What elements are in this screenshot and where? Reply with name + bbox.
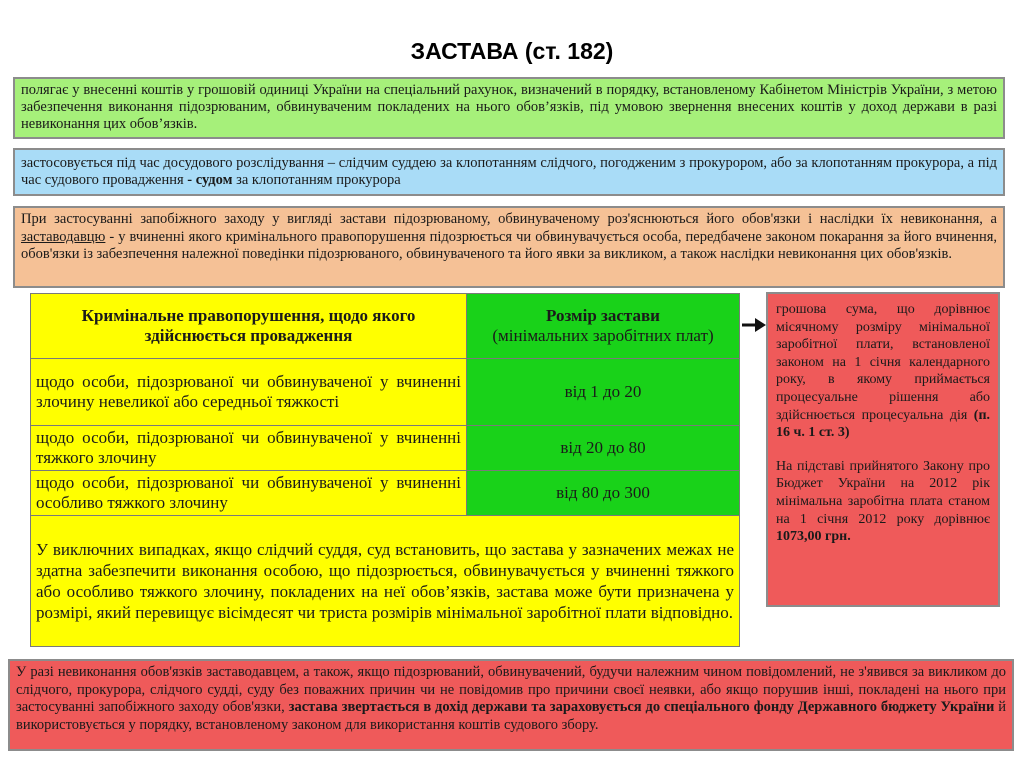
- header-amount-cell: [467, 294, 740, 359]
- table-row: [31, 359, 740, 426]
- table-row: [31, 471, 740, 516]
- application-court: - судом: [187, 172, 233, 188]
- amount-cell: від 80 до 300: [467, 471, 740, 516]
- wage-definition-text: грошова сума, що дорівнює місячному розміру мінімальної заробітної плати, встановленої законом на 1 січня календарного року, в якому приймається процесуальне рішення або здійснюється процесуальна дія: [776, 302, 990, 423]
- bail-amount-table: [30, 293, 740, 647]
- header-amount-sub: (мінімальних заробітних плат): [492, 326, 714, 345]
- exception-cell: У виключних випадках, якщо слідчий суддя, суд встановить, що застава у зазначених межах не здатна забезпечити виконання особою, що підозрюється, обвинувачується у вчиненні тяжкого або особливо тяжкого злочину, покладених на неї обов’язків, застава може бути призначена у розмірі, який перевищує вісімдесят чи триста розмірів мінімальної заробітної плати відповідно.: [31, 516, 740, 647]
- application-text-1: застосовується під час досудового розслідування – слідчим суддею за клопотанням слідчого, погодженим з прокурором, або за клопотанням прокурора, а під час судового провадження: [21, 155, 997, 188]
- table-row: [31, 516, 740, 647]
- wage-2012-text: На підставі прийнятого Закону про Бюджет України на 2012 рік мінімальна заробітна плата станом на 1 січня 2012 року дорівнює: [776, 458, 990, 527]
- table-header-row: [31, 294, 740, 359]
- offense-cell: щодо особи, підозрюваної чи обвинуваченої у вчиненні особливо тяжкого злочину: [31, 471, 467, 516]
- application-text-2: за клопотанням прокурора: [236, 172, 401, 188]
- minimum-wage-note: [766, 292, 1000, 607]
- consequences-text-2: й використовується у порядку, встановленому законом для використання коштів судового збору.: [16, 699, 1007, 733]
- explanation-guarantor: заставодавцю: [21, 228, 106, 245]
- amount-cell: від 1 до 20: [467, 359, 740, 426]
- arrow-right-icon: [741, 316, 767, 334]
- amount-cell: від 20 до 80: [467, 426, 740, 471]
- offense-cell: щодо особи, підозрюваної чи обвинуваченої у вчиненні злочину невеликої або середньої тяжкості: [31, 359, 467, 426]
- explanation-text-2: - у вчиненні якого кримінального правопорушення підозрюється чи обвинувачується особа, передбачене законом покарання за його вчинення, обов'язки із забезпечення належної поведінки підозрюваного, обвинуваченого та його явки за викликом, а також наслідки невиконання цих обов'язків.: [21, 228, 998, 262]
- definition-box: [13, 77, 1005, 139]
- consequences-text-1: У разі невиконання обов'язків заставодавцем, а також, якщо підозрюваний, обвинувачений, будучи належним чином повідомлений, не з'явився за викликом до слідчого, прокурора, слідчого судді, суду без поважних причин чи не повідомив про причини своєї неявки, або якщо порушив інші, покладені на нього при застосуванні запобіжного заходу обов'язки,: [16, 664, 1006, 716]
- page-title: ЗАСТАВА (ст. 182): [410, 38, 614, 64]
- consequences-bold: застава звертається в дохід держави та зараховується до спеціального фонду Державного бюджету України: [288, 699, 995, 716]
- header-offense: Кримінальне правопорушення, щодо якого здійснюється провадження: [31, 294, 467, 359]
- explanation-text-1: При застосуванні запобіжного заходу у вигляді застави підозрюваному, обвинуваченому роз'яснюються його обов'язки і наслідки їх невиконання, а: [21, 211, 997, 227]
- wage-2012: [776, 458, 990, 546]
- table-row: [31, 426, 740, 471]
- wage-reference: (п. 16 ч. 1 ст. 3): [776, 407, 991, 441]
- wage-definition: [776, 301, 990, 442]
- header-amount: Розмір застави: [546, 306, 660, 325]
- consequences-box: [8, 659, 1014, 751]
- explanation-box: [13, 206, 1005, 288]
- wage-2012-amount: 1073,00 грн.: [776, 529, 851, 545]
- application-box: [13, 148, 1005, 196]
- offense-cell: щодо особи, підозрюваної чи обвинуваченої у вчиненні тяжкого злочину: [31, 426, 467, 471]
- definition-text: полягає у внесенні коштів у грошовій одиниці України на спеціальний рахунок, визначений в порядку, встановленому Кабінетом Міністрів України, з метою забезпечення виконання підозрюваним, обвинуваченим покладених на нього обов’язків, під умовою звернення внесених коштів у доход держави в разі невиконання цих обов’язків.: [21, 82, 997, 132]
